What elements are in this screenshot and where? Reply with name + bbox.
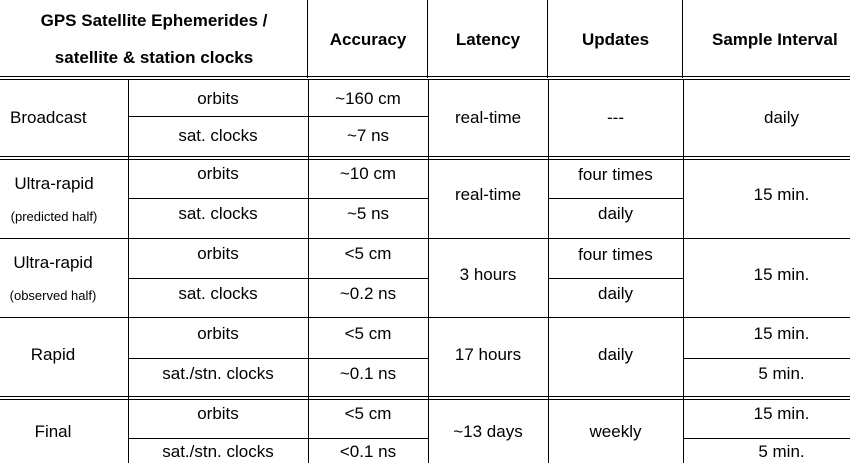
grid-line-v-sub: [308, 80, 309, 463]
grid-line-h-observed-mid: [128, 278, 428, 279]
grid-line-v-updates: [682, 0, 683, 78]
row-ultra-predicted-latency: real-time: [454, 184, 522, 204]
row-rapid-sample-clocks: 5 min.: [758, 364, 805, 383]
row-final-orbits: orbits: [197, 403, 239, 423]
row-broadcast-latency: real-time: [454, 108, 522, 127]
row-ultra-predicted-updates-line1: four times: [578, 165, 653, 184]
row-ultra-observed-orbits-accuracy: <5 cm: [344, 244, 392, 263]
row-ultra-observed-title: Ultra-rapid: [13, 253, 93, 272]
row-ultra-predicted-clocks: sat. clocks: [178, 204, 258, 223]
header-double-rule-bottom: [0, 79, 850, 80]
grid-line-h-predicted-mid: [128, 198, 428, 199]
grid-line-h-predicted-updates-mid: [548, 198, 683, 199]
row-rapid-orbits: orbits: [197, 323, 239, 343]
row-final-clocks-accuracy: <0.1 ns: [339, 442, 397, 461]
row-ultra-predicted-orbits-accuracy: ~10 cm: [339, 164, 397, 183]
row-final-latency: ~13 days: [453, 422, 523, 441]
row-final-clocks: sat./stn. clocks: [162, 442, 274, 461]
grid-line-v-upd: [683, 80, 684, 463]
grid-line-h-rapid-sample-mid: [683, 358, 850, 359]
row-final-sample-orbits: 15 min.: [753, 403, 810, 423]
row-rapid-updates: daily: [598, 344, 633, 364]
header-products-line1: GPS Satellite Ephemerides /: [40, 11, 268, 30]
grid-line-v-acc: [428, 80, 429, 463]
row-rapid-orbits-accuracy: <5 cm: [344, 323, 392, 343]
row-ultra-predicted-name: [0, 160, 108, 237]
row-broadcast-clocks-accuracy: ~7 ns: [346, 125, 390, 145]
row-ultra-predicted-title: Ultra-rapid: [14, 173, 94, 193]
grid-line-h-row4: [0, 396, 850, 397]
row-final-orbits-accuracy: <5 cm: [344, 403, 392, 423]
row-ultra-observed-updates-line2: daily: [598, 284, 633, 303]
row-rapid-clocks: sat./stn. clocks: [162, 364, 274, 383]
row-ultra-observed-clocks: sat. clocks: [178, 284, 258, 303]
grid-line-h-broadcast-mid: [128, 116, 428, 117]
grid-line-v-accuracy: [427, 0, 428, 78]
row-ultra-predicted-clocks-accuracy: ~5 ns: [346, 204, 390, 223]
header-latency: Latency: [455, 29, 521, 49]
grid-line-h-row1b: [0, 159, 850, 160]
header-double-rule-top: [0, 76, 850, 77]
row-ultra-predicted-subtitle: (predicted half): [10, 208, 98, 224]
row-broadcast-name: Broadcast: [10, 108, 87, 127]
header-updates: Updates: [581, 29, 650, 49]
row-ultra-predicted-updates-line2: daily: [598, 204, 633, 223]
row-broadcast-orbits: orbits: [197, 88, 239, 108]
row-ultra-observed-sample: 15 min.: [753, 264, 810, 284]
row-ultra-observed-orbits: orbits: [197, 244, 239, 263]
header-sample-interval: Sample Interval: [712, 29, 838, 49]
grid-line-h-row2: [0, 238, 850, 239]
row-ultra-predicted-sample: 15 min.: [753, 184, 810, 204]
row-ultra-observed-subtitle: (observed half): [9, 288, 97, 303]
row-final-name: Final: [34, 422, 72, 441]
row-ultra-observed-updates-line1: four times: [578, 245, 653, 264]
row-broadcast-clocks: sat. clocks: [178, 125, 258, 145]
grid-line-h-final-mid: [128, 438, 428, 439]
grid-line-v-products: [307, 0, 308, 78]
row-ultra-predicted-orbits: orbits: [197, 164, 239, 183]
grid-line-v-latency: [547, 0, 548, 78]
grid-line-h-row3: [0, 317, 850, 318]
row-rapid-sample-orbits: 15 min.: [753, 323, 810, 343]
row-ultra-observed-name: [0, 240, 106, 316]
row-rapid-name: Rapid: [30, 344, 76, 364]
row-broadcast-sample: daily: [764, 108, 799, 127]
row-final-updates: weekly: [589, 422, 642, 441]
row-ultra-observed-updates: [548, 240, 683, 308]
grid-line-v-lat: [548, 80, 549, 463]
row-ultra-observed-latency: 3 hours: [459, 264, 517, 284]
row-broadcast-updates: ---: [607, 108, 624, 127]
grid-line-h-final-sample-mid: [683, 438, 850, 439]
grid-line-h-rapid-mid: [128, 358, 428, 359]
row-rapid-latency: 17 hours: [454, 344, 522, 364]
grid-line-v-name: [128, 80, 129, 463]
row-ultra-predicted-updates: [548, 160, 683, 228]
row-final-sample-clocks: 5 min.: [758, 442, 805, 461]
grid-line-h-observed-updates-mid: [548, 278, 683, 279]
grid-line-h-row4b: [0, 399, 850, 400]
row-rapid-clocks-accuracy: ~0.1 ns: [339, 364, 397, 383]
grid-line-h-row1: [0, 156, 850, 157]
header-products: [0, 0, 308, 78]
header-products-line2: satellite & station clocks: [54, 48, 254, 67]
row-ultra-observed-clocks-accuracy: ~0.2 ns: [339, 284, 397, 303]
row-broadcast-orbits-accuracy: ~160 cm: [335, 88, 401, 108]
header-accuracy: Accuracy: [329, 29, 407, 49]
